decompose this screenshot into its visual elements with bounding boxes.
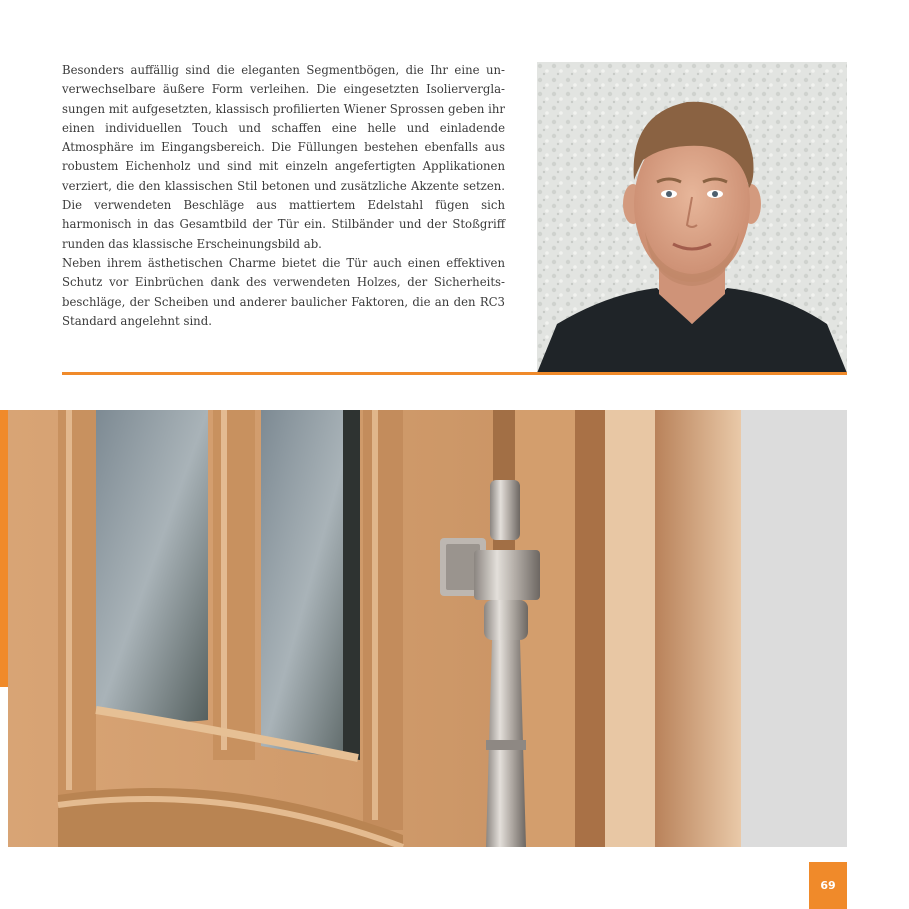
grey-panel: [741, 410, 847, 847]
portrait-photo: [537, 62, 847, 373]
page-number: 69: [820, 879, 836, 892]
paragraph-2: Neben ihrem ästhetischen Charme bietet die Tür auch einen effektiven Schutz vor Einbrüchen dank des verwendeten Holzes, der Sicherheitsbeschläge, der Scheiben und anderer baulicher Faktoren, die an den RC3 Standard angelehnt sind.: [62, 255, 505, 328]
body-text: [62, 61, 505, 331]
door-handle-photo: [8, 410, 741, 847]
paragraph-1: Besonders auffällig sind die eleganten Segmentbögen, die Ihr eine unverwechselbare äußere Form verleihen. Die eingesetzten Isolierverglasungen mit aufgesetzten, klassisch profilierten Wiener Sprossen geben ihr einen individuellen Touch und schaffen eine helle und einladende Atmosphäre im Eingangsbereich. Die Füllungen bestehen ebenfalls aus robustem Eichenholz und sind mit einzeln angefertigten Applikationen verziert, die den klassischen Stil betonen und zusätzliche Akzente setzen. Die verwendeten Beschläge aus mattiertem Edelstahl fügen sich harmonisch in das Gesamtbild der Tür ein. Stilbänder und der Stoßgriff runden das klassische Erscheinungsbild ab.: [62, 63, 505, 251]
orange-divider: [62, 372, 847, 375]
page-number-badge: [809, 862, 847, 909]
orange-side-bar: [0, 410, 8, 687]
